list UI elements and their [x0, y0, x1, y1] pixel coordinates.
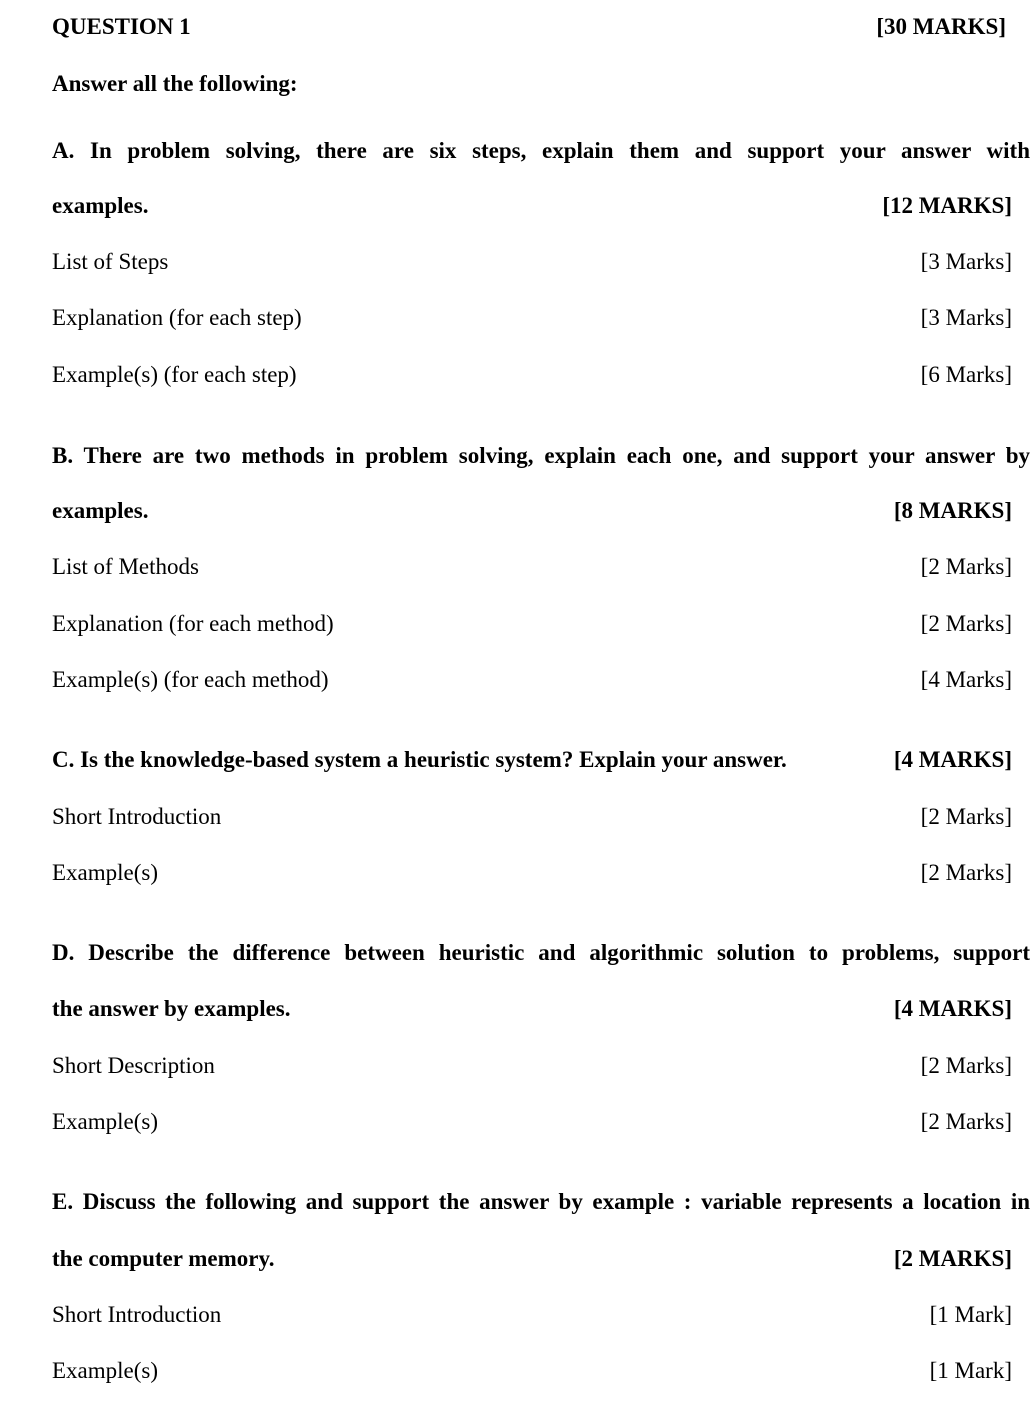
criteria-label: Short Introduction [52, 804, 222, 829]
criteria-label: Short Introduction [52, 1302, 222, 1327]
criteria-row [52, 1051, 1012, 1081]
section-b-question-line2: examples. [52, 498, 149, 523]
section-c-marks: [4 MARKS] [893, 747, 1012, 772]
section-d-question-line1: D. Describe the difference between heuristic and algorithmic solution to problems, support [52, 940, 1030, 965]
criteria-label: Example(s) [52, 1358, 159, 1383]
criteria-row [52, 1107, 1012, 1137]
criteria-marks: [3 Marks] [920, 305, 1012, 330]
section-b-question-line1: B. There are two methods in problem solving, explain each one, and support your answer by [52, 443, 1030, 468]
section-d-question-line2: the answer by examples. [52, 996, 291, 1021]
criteria-row [52, 303, 1012, 333]
criteria-label: List of Methods [52, 554, 199, 579]
criteria-label: Example(s) (for each step) [52, 362, 297, 387]
criteria-row [52, 1300, 1012, 1330]
criteria-marks: [2 Marks] [920, 860, 1012, 885]
section-b-question-row [52, 496, 1012, 526]
criteria-label: Explanation (for each method) [52, 611, 334, 636]
section-c-question-row [52, 745, 1012, 775]
section-a-marks: [12 MARKS] [882, 193, 1012, 218]
criteria-marks: [3 Marks] [920, 249, 1012, 274]
criteria-marks: [2 Marks] [920, 611, 1012, 636]
criteria-marks: [2 Marks] [920, 554, 1012, 579]
criteria-label: Explanation (for each step) [52, 305, 302, 330]
section-e-question-row [52, 1244, 1012, 1274]
criteria-marks: [6 Marks] [920, 362, 1012, 387]
section-e-marks: [2 MARKS] [893, 1246, 1012, 1271]
criteria-marks: [4 Marks] [920, 667, 1012, 692]
criteria-marks: [2 Marks] [920, 1109, 1012, 1134]
section-a-question-line2: examples. [52, 193, 149, 218]
criteria-row [52, 360, 1012, 390]
criteria-label: Example(s) [52, 860, 159, 885]
criteria-label: Example(s) [52, 1109, 159, 1134]
section-d-marks: [4 MARKS] [893, 996, 1012, 1021]
criteria-marks: [2 Marks] [920, 1053, 1012, 1078]
question-total-marks: [30 MARKS] [876, 14, 1006, 39]
criteria-row [52, 1356, 1012, 1386]
section-e-question-line1: E. Discuss the following and support the answer by example : variable represents a location in [52, 1189, 1030, 1214]
criteria-row [52, 802, 1012, 832]
criteria-label: Short Description [52, 1053, 215, 1078]
section-d-question-row [52, 994, 1012, 1024]
instruction: Answer all the following: [52, 71, 298, 96]
criteria-label: List of Steps [52, 249, 169, 274]
section-e-question-line2: the computer memory. [52, 1246, 275, 1271]
criteria-marks: [1 Mark] [929, 1302, 1012, 1327]
criteria-row [52, 552, 1012, 582]
criteria-row [52, 858, 1012, 888]
criteria-row [52, 247, 1012, 277]
question-header [52, 12, 1012, 42]
criteria-label: Example(s) (for each method) [52, 667, 329, 692]
criteria-marks: [2 Marks] [920, 804, 1012, 829]
question-title: QUESTION 1 [52, 14, 191, 39]
section-a-question-line1: A. In problem solving, there are six steps, explain them and support your answer with [52, 138, 1030, 163]
section-b-marks: [8 MARKS] [893, 498, 1012, 523]
criteria-row [52, 665, 1012, 695]
section-a-question-row [52, 191, 1012, 221]
criteria-row [52, 609, 1012, 639]
criteria-marks: [1 Mark] [929, 1358, 1012, 1383]
section-c-question-line1: C. Is the knowledge-based system a heuristic system? Explain your answer. [52, 747, 787, 772]
